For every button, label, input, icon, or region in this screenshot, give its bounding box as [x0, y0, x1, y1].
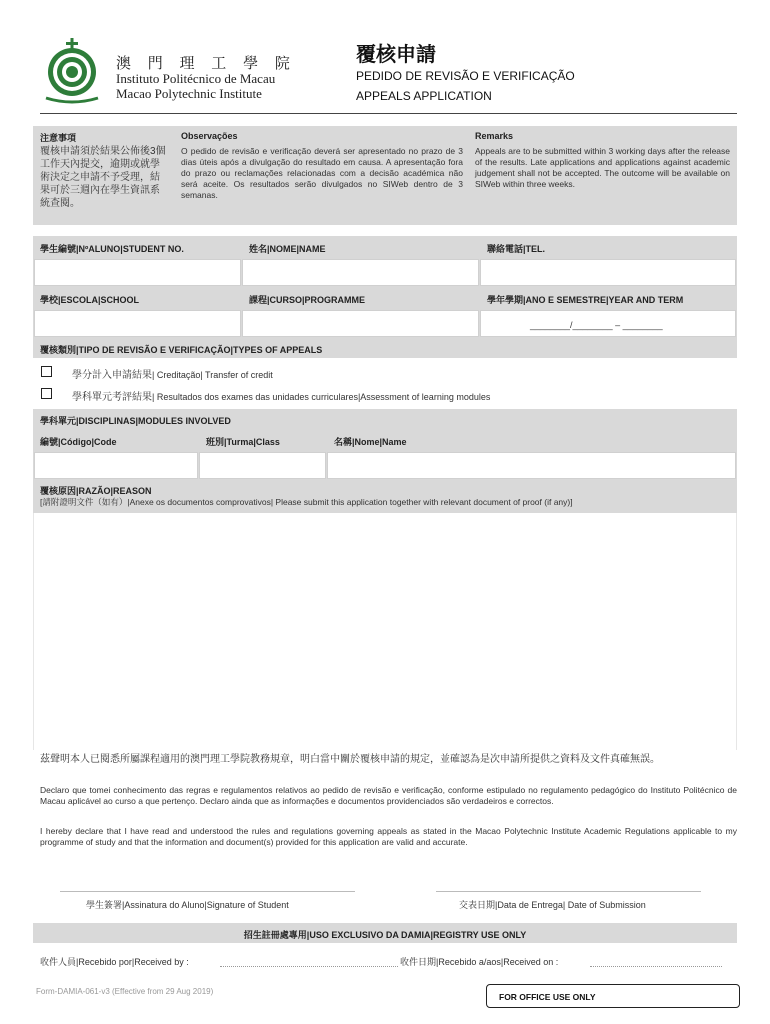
institute-logo — [42, 34, 106, 106]
year-term-placeholder: ________/________ – ________ — [530, 320, 663, 330]
module-name-field[interactable] — [327, 452, 736, 479]
title-en: APPEALS APPLICATION — [356, 89, 492, 103]
programme-field[interactable] — [242, 310, 479, 337]
tel-field[interactable] — [480, 259, 736, 286]
registry-header: 招生註冊處專用|USO EXCLUSIVO DA DAMIA|REGISTRY USE ONLY — [243, 930, 527, 940]
assessment-label — [72, 388, 490, 403]
tel-label: 聯絡電話|TEL. — [487, 244, 546, 254]
institute-name-zh: 澳 門 理 工 學 院 — [116, 54, 296, 72]
title-pt: PEDIDO DE REVISÃO E VERIFICAÇÃO — [356, 69, 575, 83]
reason-title: 覆核原因|RAZÃO|REASON — [40, 486, 152, 496]
name-label: 姓名|NOME|NAME — [249, 244, 326, 254]
signature-line — [60, 891, 355, 892]
school-label: 學校|ESCOLA|SCHOOL — [40, 295, 140, 305]
notes-pt-text: O pedido de revisão e verificação deverá ser apresentado no prazo de 3 dias úteis após a divulgação do resultado em causa. A apresentação fora do prazo ou reclamações relacionadas com a decisão académica não será aceite. Os resultados serão divulgados no SIWeb dentro de 3 semanas. — [181, 146, 463, 200]
programme-label: 課程|CURSO|PROGRAMME — [249, 295, 366, 305]
received-by-label: 收件人員|Recebido por|Received by : — [40, 957, 189, 967]
module-class-field[interactable] — [199, 452, 326, 479]
received-on-line[interactable] — [590, 966, 722, 967]
assessment-label-zh: 學科單元考評結果 — [72, 392, 152, 403]
title-zh: 覆核申請 — [356, 44, 436, 66]
received-on-label: 收件日期|Recebido a/aos|Received on : — [400, 957, 559, 967]
modules-header: 學科單元|DISCIPLINAS|MODULES INVOLVED — [40, 416, 231, 426]
module-name-label: 名稱|Nome|Name — [334, 437, 407, 447]
module-code-field[interactable] — [34, 452, 198, 479]
declaration-pt: Declaro que tomei conhecimento das regras e regulamentos relativos ao pedido de revisão e verificação, conforme estipulado no regulamento pedagógico do Instituto Politécnico de Macau aplicável ao curso a que pertenço. Declaro ainda que as informações e documentos providenciados são verdadeiros e correctos. — [40, 785, 737, 806]
declaration-en: I hereby declare that I have read and understood the rules and regulations governing appeals as stated in the Macao Polytechnic Institute Academic Regulations applicable to my programme of study and that the information and document(s) provided for this application are valid and accurate. — [40, 826, 737, 847]
office-use-box — [486, 984, 740, 1008]
date-line — [436, 891, 701, 892]
types-header: 覆核類別|TIPO DE REVISÃO E VERIFICAÇÃO|TYPES OF APPEALS — [40, 345, 323, 355]
school-field[interactable] — [34, 310, 241, 337]
institute-name-en: Macao Polytechnic Institute — [116, 86, 262, 101]
assessment-checkbox[interactable] — [41, 388, 52, 399]
declaration-zh: 茲聲明本人已閱悉所屬課程適用的澳門理工學院教務規章，明白當中關於覆核申請的規定，並確認為是次申請所提供之資料及文件真確無誤。 — [40, 754, 660, 765]
module-class-label: 班別|Turma|Class — [206, 437, 280, 447]
received-by-line[interactable] — [220, 966, 398, 967]
notes-zh-title: 注意事項 — [40, 133, 77, 143]
credit-transfer-label-zh: 學分計入申請結果 — [72, 370, 152, 381]
reason-subtitle: [請附證明文件（如有）|Anexe os documentos comprovativos| Please submit this application together with relevant document of proof (if any)] — [40, 497, 573, 507]
credit-transfer-checkbox[interactable] — [41, 366, 52, 377]
assessment-label-rest: | Resultados dos exames das unidades curriculares|Assessment of learning modules — [152, 392, 491, 402]
office-use-label: FOR OFFICE USE ONLY — [499, 992, 596, 1002]
reason-textarea[interactable] — [33, 513, 737, 750]
student-no-label: 學生編號|NºALUNO|STUDENT NO. — [40, 244, 184, 254]
notes-en-text: Appeals are to be submitted within 3 working days after the release of the results. Late applications and applications against academic judgement shall not be accepted. The outcome will be available on SIWeb within three weeks. — [475, 146, 730, 189]
header-divider — [40, 113, 737, 114]
institute-name-pt: Instituto Politécnico de Macau — [116, 71, 276, 86]
credit-transfer-label-rest: | Creditação| Transfer of credit — [152, 370, 273, 380]
notes-en-title: Remarks — [475, 131, 514, 141]
module-code-label: 編號|Código|Code — [40, 437, 117, 447]
notes-zh-text: 覆核申請須於結果公佈後3個工作天內提交，逾期或就學術決定之申請不予受理，結果可於三週內在學生資訊系統查閱。 — [40, 146, 166, 209]
student-no-field[interactable] — [34, 259, 241, 286]
year-term-label: 學年學期|ANO E SEMESTRE|YEAR AND TERM — [487, 295, 684, 305]
credit-transfer-label — [72, 366, 273, 381]
form-id: Form-DAMIA-061-v3 (Effective from 29 Aug 2019) — [36, 987, 214, 996]
name-field[interactable] — [242, 259, 479, 286]
signature-label: 學生簽署|Assinatura do Aluno|Signature of Student — [86, 900, 289, 910]
submission-date-label: 交表日期|Data de Entrega| Date of Submission — [459, 900, 646, 910]
notes-pt-title: Observações — [181, 131, 238, 141]
